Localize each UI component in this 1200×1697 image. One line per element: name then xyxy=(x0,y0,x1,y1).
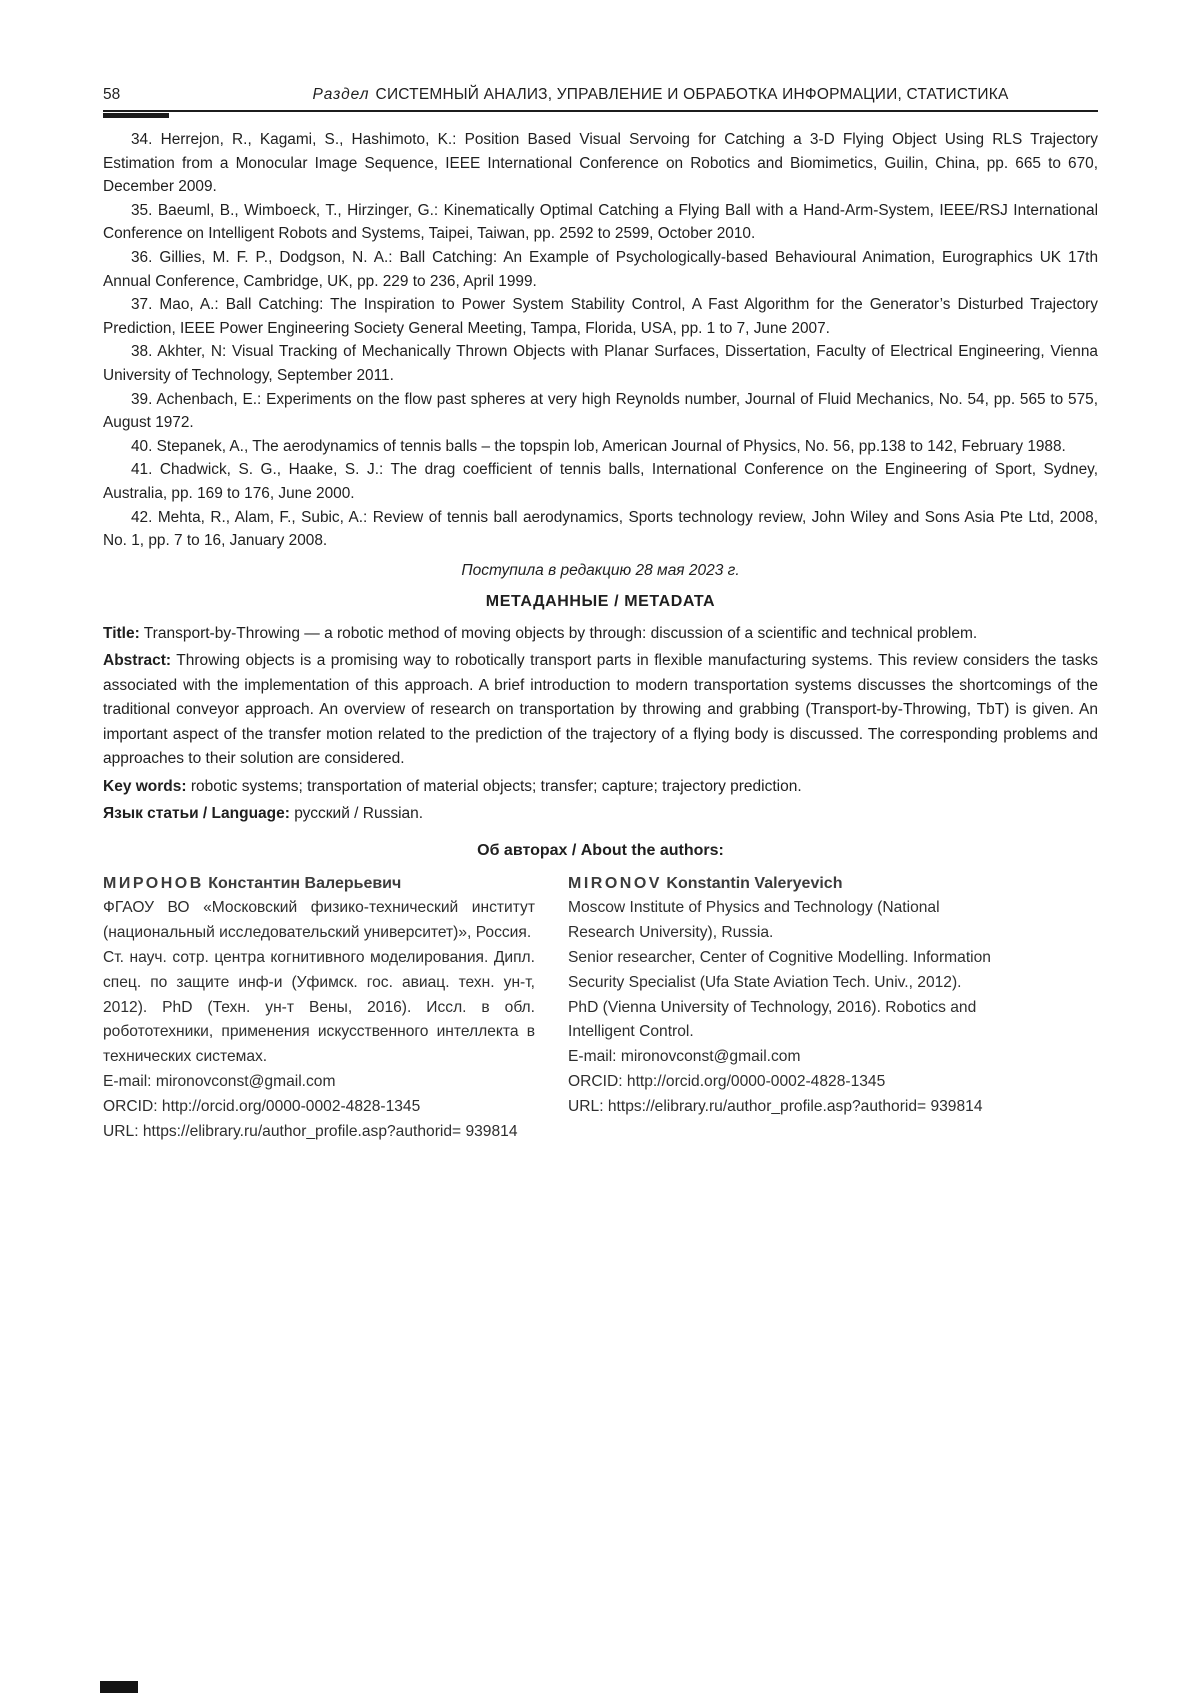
metadata-heading: МЕТАДАННЫЕ / METADATA xyxy=(485,592,716,610)
author-surname-ru: МИРОНОВ xyxy=(103,874,204,892)
page-content xyxy=(103,86,1098,1144)
reference-item: 35. Baeuml, B., Wimboeck, T., Hirzinger, G.: Kinematically Optimal Catching a Flying Ball with a Hand-Arm-System, IEEE/RSJ International Conference on Intelligent Robots and Systems, Taipei, Taiwan, pp. 2592 to 2599, October 2010. xyxy=(103,201,1098,243)
author-url-ru: URL: https://elibrary.ru/author_profile.asp?authorid= 939814 xyxy=(103,1122,518,1140)
author-email-ru: E-mail: mironovconst@gmail.com xyxy=(103,1073,336,1091)
author-affiliation-ru: ФГАОУ ВО «Московский физико-технический институт (национальный исследовательский университет)», Россия. xyxy=(103,899,535,942)
abstract-label: Abstract: xyxy=(103,652,172,670)
running-title-text: СИСТЕМНЫЙ АНАЛИЗ, УПРАВЛЕНИЕ И ОБРАБОТКА ИНФОРМАЦИИ, СТАТИСТИКА xyxy=(375,86,1009,103)
author-bio-ru: Ст. науч. сотр. центра когнитивного моделирования. Дипл. спец. по защите инф-и (Уфимск. гос. авиац. техн. ун-т, 2012). PhD (Техн. ун-т Вены, 2016). Иссл. в обл. робототехники, применения искусственного интеллекта в технических системах. xyxy=(103,949,535,1066)
title-text: Transport-by-Throwing — a robotic method of moving objects by through: discussion of a scientific and technical problem. xyxy=(143,624,978,642)
reference-item: 40. Stepanek, A., The aerodynamics of tennis balls – the topspin lob, American Journal of Physics, No. 56, pp.138 to 142, February 1988. xyxy=(131,437,1066,455)
meta-abstract-line xyxy=(103,649,1098,772)
reference-item: 34. Herrejon, R., Kagami, S., Hashimoto, K.: Position Based Visual Servoing for Catching a 3-D Flying Object Using RLS Trajectory Estimation from a Monocular Image Sequence, IEEE International Conference on Robotics and Biomimetics, Guilin, China, pp. 665 to 670, December 2009. xyxy=(103,131,1098,196)
author-name-en xyxy=(568,872,1000,897)
references-list xyxy=(103,128,1098,553)
author-bio2-en: PhD (Vienna University of Technology, 2016). Robotics and Intelligent Control. xyxy=(568,998,977,1041)
author-orcid-ru: ORCID: http://orcid.org/0000-0002-4828-1345 xyxy=(103,1097,421,1115)
page-number: 58 xyxy=(103,86,121,103)
reference-item: 37. Mao, A.: Ball Catching: The Inspiration to Power System Stability Control, A Fast Algorithm for the Generator’s Disturbed Trajectory Prediction, IEEE Power Engineering Society General Meeting, Tampa, Florida, USA, pp. 1 to 7, June 2007. xyxy=(103,296,1098,337)
reference-item: 39. Achenbach, E.: Experiments on the flow past spheres at very high Reynolds number, Journal of Fluid Mechanics, No. 54, pp. 565 to 575, August 1972. xyxy=(103,390,1098,432)
reference-item: 38. Akhter, N: Visual Tracking of Mechanically Thrown Objects with Planar Surfaces, Dissertation, Faculty of Electrical Engineering, Vienna University of Technology, September 2011. xyxy=(103,343,1098,384)
author-email-en: E-mail: mironovconst@gmail.com xyxy=(568,1048,801,1066)
section-label: Раздел xyxy=(312,86,370,103)
keywords-label: Key words: xyxy=(103,777,187,795)
meta-keywords-line xyxy=(103,775,1098,800)
meta-language-line xyxy=(103,802,1098,827)
reference-item: 36. Gillies, M. F. P., Dodgson, N. A.: Ball Catching: An Example of Psychologically-based Behavioural Animation, Eurographics UK 17th Annual Conference, Cambridge, UK, pp. 229 to 236, April 1999. xyxy=(103,248,1098,290)
author-given-en: Konstantin Valeryevich xyxy=(666,874,843,892)
received-note: Поступила в редакцию 28 мая 2023 г. xyxy=(461,561,740,579)
author-given-ru: Константин Валерьевич xyxy=(208,874,402,892)
reference-item: 42. Mehta, R., Alam, F., Subic, A.: Review of tennis ball aerodynamics, Sports technology review, John Wiley and Sons Asia Pte Ltd, 2008, No. 1, pp. 7 to 16, January 2008. xyxy=(103,508,1098,550)
header-rule-artifact xyxy=(103,113,169,118)
scan-artifact xyxy=(100,1681,138,1693)
abstract-text: Throwing objects is a promising way to robotically transport parts in flexible manufacturing systems. This review considers the tasks associated with the implementation of this approach. A brief introduction to modern transportation systems discusses the shortcomings of the traditional conveyor approach. An overview of research on transportation by throwing and grabbing (Transport-by-Throwing, TbT) is given. An important aspect of the transfer motion related to the prediction of the trajectory of a flying body is discussed. The corresponding problems and approaches to their solution are considered. xyxy=(103,652,1099,768)
author-name-ru xyxy=(103,872,535,897)
reference-item: 41. Chadwick, S. G., Haake, S. J.: The drag coefficient of tennis balls, International Conference on the Engineering of Sport, Sydney, Australia, pp. 169 to 176, June 2000. xyxy=(103,461,1098,502)
author-url-en: URL: https://elibrary.ru/author_profile.asp?authorid= 939814 xyxy=(568,1097,983,1115)
page-header xyxy=(103,86,1098,112)
author-column-en xyxy=(568,872,1000,1145)
meta-title-line xyxy=(103,622,1098,647)
keywords-text: robotic systems; transportation of material objects; transfer; capture; trajectory prediction. xyxy=(190,777,802,795)
authors-columns xyxy=(103,872,1098,1145)
authors-heading: Об авторах / About the authors: xyxy=(477,841,724,859)
author-surname-en: MIRONOV xyxy=(568,874,662,892)
title-label: Title: xyxy=(103,624,140,642)
author-bio1-en: Senior researcher, Center of Cognitive Modelling. Information Security Specialist (Ufa State Aviation Tech. Univ., 2012). xyxy=(568,949,991,991)
author-affiliation-en: Moscow Institute of Physics and Technology (National Research University), Russia. xyxy=(568,899,940,942)
running-title xyxy=(223,86,1098,104)
author-column-ru xyxy=(103,872,535,1145)
language-text: русский / Russian. xyxy=(294,805,424,823)
language-label: Язык статьи / Language: xyxy=(103,805,290,823)
author-orcid-en: ORCID: http://orcid.org/0000-0002-4828-1345 xyxy=(568,1073,886,1091)
